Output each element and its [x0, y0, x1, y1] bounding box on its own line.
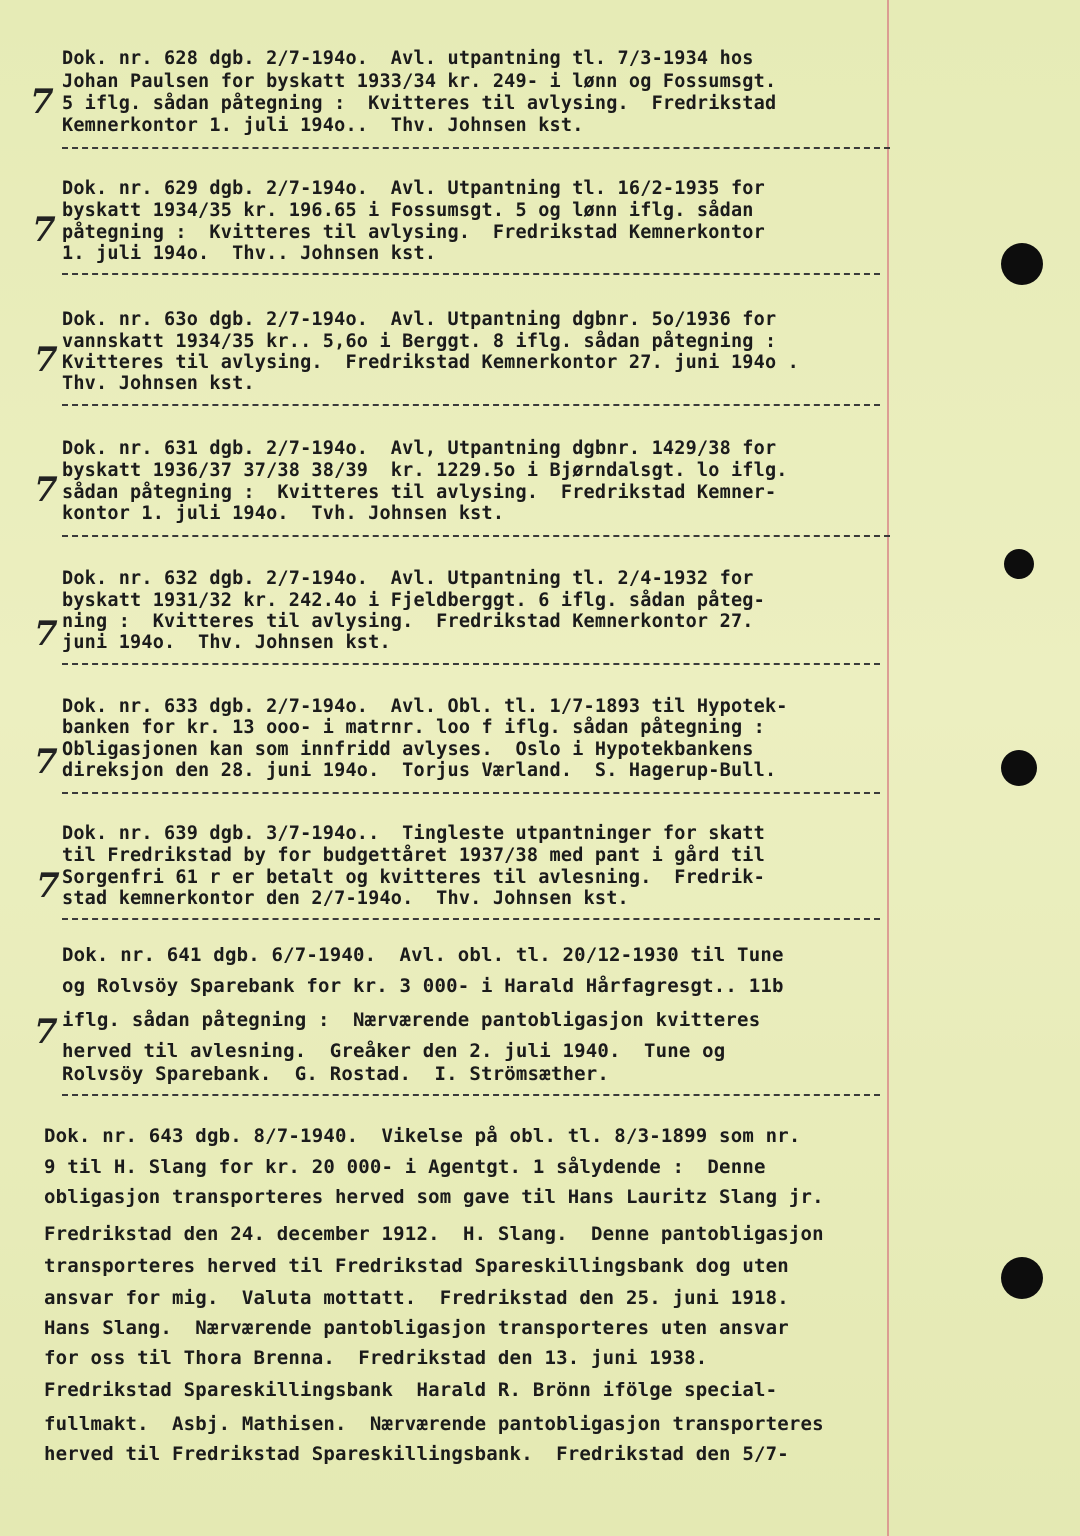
- entry-line: iflg. sådan påtegning : Nærværende pantobligasjon kvitteres: [62, 1009, 761, 1031]
- entry-line: Rolvsöy Sparebank. G. Rostad. I. Strömsæther.: [62, 1063, 610, 1085]
- entry-line: stad kemnerkontor den 2/7-194o. Thv. Johnsen kst.: [62, 888, 629, 909]
- separator-line: [62, 273, 880, 275]
- entry-line: 9 til H. Slang for kr. 20 000- i Agentgt. 1 sålydende : Denne: [44, 1156, 766, 1178]
- entry-line: Johan Paulsen for byskatt 1933/34 kr. 249- i lønn og Fossumsgt.: [62, 71, 777, 92]
- entry-line: Dok. nr. 633 dgb. 2/7-194o. Avl. Obl. tl. 1/7-1893 til Hypotek-: [62, 696, 788, 717]
- margin-mark: 7: [34, 470, 58, 510]
- entry-line: påtegning : Kvitteres til avlysing. Fredrikstad Kemnerkontor: [62, 222, 765, 243]
- entry-line: juni 194o. Thv. Johnsen kst.: [62, 632, 391, 653]
- margin-rule: [887, 0, 889, 1536]
- margin-mark: 7: [32, 210, 56, 250]
- entry-line: for oss til Thora Brenna. Fredrikstad den 13. juni 1938.: [44, 1347, 708, 1369]
- entry-line: til Fredrikstad by for budgettåret 1937/38 med pant i gård til: [62, 845, 765, 866]
- separator-line: [62, 663, 880, 665]
- margin-mark: 7: [34, 742, 58, 782]
- entry-line: transporteres herved til Fredrikstad Spareskillingsbank dog uten: [44, 1255, 789, 1277]
- entry-line: Fredrikstad Spareskillingsbank Harald R. Brönn ifölge special-: [44, 1379, 778, 1401]
- punch-hole: [1001, 750, 1037, 786]
- entry-line: Kemnerkontor 1. juli 194o.. Thv. Johnsen kst.: [62, 115, 584, 136]
- separator-line: [62, 404, 880, 406]
- entry-line: Dok. nr. 63o dgb. 2/7-194o. Avl. Utpantning dgbnr. 5o/1936 for: [62, 309, 777, 330]
- entry-line: Dok. nr. 632 dgb. 2/7-194o. Avl. Utpantning tl. 2/4-1932 for: [62, 568, 754, 589]
- punch-hole: [1004, 549, 1034, 579]
- margin-mark: 7: [30, 82, 54, 122]
- entry-line: Hans Slang. Nærværende pantobligasjon transporteres uten ansvar: [44, 1317, 789, 1339]
- separator-line: [62, 792, 880, 794]
- separator-line: [62, 147, 890, 149]
- margin-mark: 7: [34, 1012, 58, 1052]
- entry-line: ning : Kvitteres til avlysing. Fredrikstad Kemnerkontor 27.: [62, 611, 754, 632]
- entry-line: Dok. nr. 629 dgb. 2/7-194o. Avl. Utpantning tl. 16/2-1935 for: [62, 178, 765, 199]
- entry-line: 1. juli 194o. Thv.. Johnsen kst.: [62, 243, 437, 264]
- entry-line: og Rolvsöy Sparebank for kr. 3 000- i Harald Hårfagresgt.. 11b: [62, 975, 784, 997]
- punch-hole: [1001, 243, 1043, 285]
- margin-mark: 7: [36, 866, 60, 906]
- entry-line: Dok. nr. 628 dgb. 2/7-194o. Avl. utpantning tl. 7/3-1934 hos: [62, 48, 754, 69]
- entry-line: Dok. nr. 639 dgb. 3/7-194o.. Tingleste utpantninger for skatt: [62, 823, 765, 844]
- separator-line: [62, 918, 880, 920]
- entry-line: Dok. nr. 643 dgb. 8/7-1940. Vikelse på obl. tl. 8/3-1899 som nr.: [44, 1125, 801, 1147]
- entry-line: vannskatt 1934/35 kr.. 5,6o i Berggt. 8 iflg. sådan påtegning :: [62, 331, 777, 352]
- entry-line: byskatt 1936/37 37/38 38/39 kr. 1229.5o i Bjørndalsgt. lo iflg.: [62, 460, 788, 481]
- entry-line: obligasjon transporteres herved som gave til Hans Lauritz Slang jr.: [44, 1186, 824, 1208]
- entry-line: herved til Fredrikstad Spareskillingsbank. Fredrikstad den 5/7-: [44, 1443, 789, 1465]
- entry-line: Sorgenfri 61 r er betalt og kvitteres til avlesning. Fredrik-: [62, 867, 765, 888]
- entry-line: banken for kr. 13 ooo- i matrnr. loo f iflg. sådan påtegning :: [62, 717, 765, 738]
- entry-line: sådan påtegning : Kvitteres til avlysing. Fredrikstad Kemner-: [62, 482, 777, 503]
- margin-mark: 7: [34, 614, 58, 654]
- separator-line: [62, 1094, 880, 1096]
- entry-line: Thv. Johnsen kst.: [62, 373, 255, 394]
- entry-line: Kvitteres til avlysing. Fredrikstad Kemnerkontor 27. juni 194o .: [62, 352, 799, 373]
- entry-line: ansvar for mig. Valuta mottatt. Fredrikstad den 25. juni 1918.: [44, 1287, 789, 1309]
- entry-line: 5 iflg. sådan påtegning : Kvitteres til avlysing. Fredrikstad: [62, 93, 777, 114]
- entry-line: kontor 1. juli 194o. Tvh. Johnsen kst.: [62, 503, 505, 524]
- entry-line: Fredrikstad den 24. december 1912. H. Slang. Denne pantobligasjon: [44, 1223, 824, 1245]
- punch-hole: [1001, 1257, 1043, 1299]
- entry-line: Dok. nr. 641 dgb. 6/7-1940. Avl. obl. tl. 20/12-1930 til Tune: [62, 944, 784, 966]
- margin-mark: 7: [34, 340, 58, 380]
- entry-line: herved til avlesning. Greåker den 2. juli 1940. Tune og: [62, 1040, 726, 1062]
- entry-line: Dok. nr. 631 dgb. 2/7-194o. Avl, Utpantning dgbnr. 1429/38 for: [62, 438, 777, 459]
- entry-line: byskatt 1931/32 kr. 242.4o i Fjeldberggt. 6 iflg. sådan påteg-: [62, 590, 765, 611]
- entry-line: fullmakt. Asbj. Mathisen. Nærværende pantobligasjon transporteres: [44, 1413, 824, 1435]
- entry-line: byskatt 1934/35 kr. 196.65 i Fossumsgt. 5 og lønn iflg. sådan: [62, 200, 754, 221]
- entry-line: direksjon den 28. juni 194o. Torjus Værland. S. Hagerup-Bull.: [62, 760, 777, 781]
- separator-line: [62, 535, 890, 537]
- entry-line: Obligasjonen kan som innfridd avlyses. Oslo i Hypotekbankens: [62, 739, 754, 760]
